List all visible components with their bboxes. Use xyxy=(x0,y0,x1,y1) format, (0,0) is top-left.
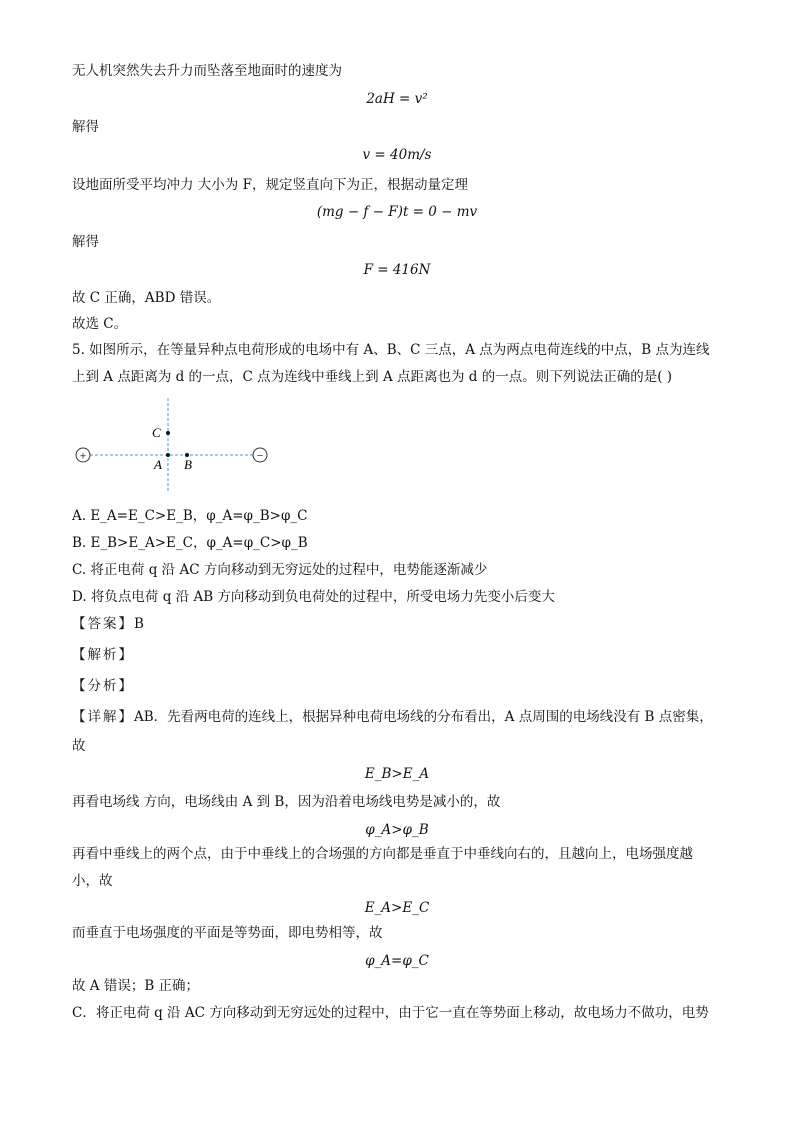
analysis-tag: 【解析】 xyxy=(72,647,134,663)
equation: F = 416N xyxy=(363,262,431,278)
equation: E_B>E_A xyxy=(364,766,430,782)
text-line: 而垂直于电场强度的平面是等势面，即电势相等，故 xyxy=(72,925,383,941)
option-d: D. 将负点电荷 q 沿 AB 方向移动到负电荷处的过程中，所受电场力先变小后变大 xyxy=(72,589,555,605)
text-line: 解得 xyxy=(72,234,99,250)
text-line: 设地面所受平均冲力 大小为 F，规定竖直向下为正，根据动量定理 xyxy=(72,177,468,193)
text-line: C．将正电荷 q 沿 AC 方向移动到无穷远处的过程中，由于它一直在等势面上移动，故电场力不做功，电势 xyxy=(72,1005,709,1021)
option-c: C. 将正电荷 q 沿 AC 方向移动到无穷远处的过程中，电势能逐渐减少 xyxy=(72,562,488,578)
fenxi-tag: 【分析】 xyxy=(72,678,134,694)
detail-line xyxy=(72,708,713,726)
answer-line xyxy=(72,615,144,633)
text-line: 小，故 xyxy=(72,873,113,889)
equation: E_A>E_C xyxy=(364,900,430,916)
text-line: 解得 xyxy=(72,119,99,135)
option-b: B. E_B>E_A>E_C，φ_A=φ_C>φ_B xyxy=(72,535,308,551)
label-a: A xyxy=(154,457,162,472)
answer-value: B xyxy=(134,616,144,632)
detail-tag: 【详解】 xyxy=(72,709,134,725)
answer-tag: 【答案】 xyxy=(72,616,134,632)
negative-charge-symbol: − xyxy=(256,448,264,463)
equation: φ_A>φ_B xyxy=(365,822,429,838)
electric-field-figure xyxy=(70,395,280,497)
detail-text: AB．先看两电荷的连线上，根据异种电荷电场线的分布看出，A 点周围的电场线没有 B 点密集， xyxy=(134,709,713,725)
equation: φ_A=φ_C xyxy=(365,953,429,969)
text-line: 故选 C。 xyxy=(72,316,128,332)
text-line: 无人机突然失去升力而坠落至地面时的速度为 xyxy=(72,63,342,79)
text-line: 再看中垂线上的两个点，由于中垂线上的合场强的方向都是垂直于中垂线向右的，且越向上，电场强度越 xyxy=(72,846,693,862)
option-a: A. E_A=E_C>E_B，φ_A=φ_B>φ_C xyxy=(72,508,308,524)
question-text: 5. 如图所示，在等量异种点电荷形成的电场中有 A、B、C 三点，A 点为两点电荷连线的中点，B 点为连线 xyxy=(72,342,710,358)
text-line: 再看电场线 方向，电场线由 A 到 B，因为沿着电场线电势是减小的，故 xyxy=(72,794,501,810)
label-c: C xyxy=(152,425,161,440)
point-c xyxy=(166,431,170,435)
equation: 2aH = v² xyxy=(366,91,428,107)
text-line: 故 xyxy=(72,738,86,754)
text-line: 故 C 正确，ABD 错误。 xyxy=(72,290,221,306)
equation: v = 40m/s xyxy=(362,147,432,163)
positive-charge-symbol: + xyxy=(79,448,87,463)
question-text: 上到 A 点距离为 d 的一点，C 点为连线中垂线上到 A 点距离也为 d 的一点。则下列说法正确的是( ) xyxy=(72,369,673,385)
point-a xyxy=(166,453,170,457)
equation: (mg − f − F)t = 0 − mv xyxy=(316,204,478,220)
text-line: 故 A 错误；B 正确； xyxy=(72,978,200,994)
label-b: B xyxy=(184,457,192,472)
